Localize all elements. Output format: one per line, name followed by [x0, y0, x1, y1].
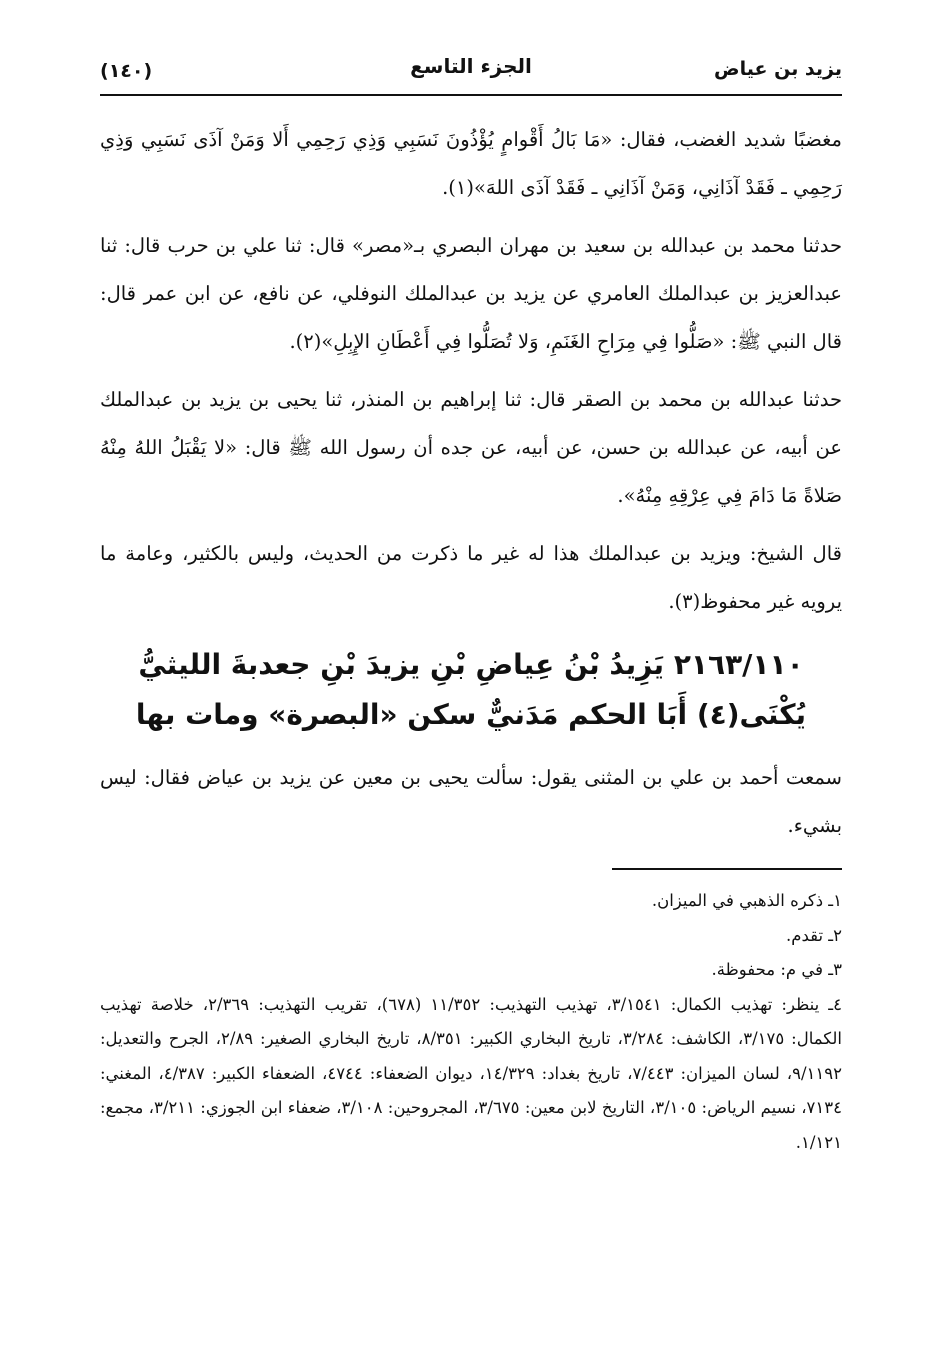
footnote-2: ٢ـ تقدم. [785, 925, 842, 945]
main-text [100, 116, 842, 850]
footnotes [100, 884, 842, 1160]
running-title: يزيد بن عياض [714, 58, 842, 80]
footnote-3: ٣ـ في م: محفوظة. [711, 960, 842, 979]
footnote-4: ٤ـ ينظر: تهذيب الكمال: ٣/١٥٤١، تهذيب التهذيب: ١١/٣٥٢ (٦٧٨)، تقريب التهذيب: ٢/٣٦٩، خلاصة تهذيب الكمال: ٣/١٧٥، الكاشف: ٣/٢٨٤، تاريخ البخاري الكبير: ٨/٣٥١، تاريخ البخاري الصغير: ٢/٨٩، الجرح والتعديل: ٩/١١٩٢، لسان الميزان: ٧/٤٤٣، تاريخ بغداد: ١٤/٣٢٩، ديوان الضعفاء: ٤٧٤٤، الضعفاء الكبير: ٤/٣٨٧، المغني: ٧١٣٤، نسيم الرياض: ٣/١٠٥، التاريخ لابن معين: ٣/٦٧٥، المجروحين: ٣/١٠٨، ضعفاء ابن الجوزي: ٣/٢١١، مجمع: ١/١٢١. [100, 994, 843, 1152]
paragraph-5: سمعت أحمد بن علي بن المثنى يقول: سألت يحيى بن معين عن يزيد بن عياض فقال: ليس بشيء. [100, 766, 842, 837]
volume-title: الجزء التاسع [410, 54, 532, 78]
entry-heading-line-2: يُكْنَى(٤) أَبَا الحكم مَدَنيٌّ سكن «البصرة» ومات بها [135, 698, 807, 731]
page-number: (١٤٠) [100, 60, 153, 82]
paragraph-4: قال الشيخ: ويزيد بن عبدالملك هذا له غير ما ذكرت من الحديث، وليس بالكثير، وعامة ما يرويه غير محفوظ(٣). [100, 542, 842, 613]
footnote-rule [612, 868, 842, 870]
footnote-1: ١ـ ذكره الذهبي في الميزان. [651, 891, 842, 910]
entry-heading-line-1: ٢١٦٣/١١٠ يَزِيدُ بْنُ عِياضِ بْنِ يزيدَ بْنِ جعدبةَ الليثيُّ [138, 648, 804, 681]
entry-heading [100, 640, 842, 740]
page-header [100, 48, 842, 90]
paragraph-1: مغضبًا شديد الغضب، فقال: «مَا بَالُ أَقْوامٍ يُؤْذُونَ نَسَبِي وَذِي رَحِمِي أَلا وَمَنْ آذَى نَسَبِي وَذِي رَحِمِي ـ فَقَدْ آذَانِي، وَمَنْ آذَانِي ـ فَقَدْ آذَى اللهَ»(١). [100, 128, 842, 199]
paragraph-3: حدثنا عبدالله بن محمد بن الصقر قال: ثنا إبراهيم بن المنذر، ثنا يحيى بن يزيد بن عبدالملك عن أبيه، عن عبدالله بن حسن، عن أبيه، عن جده أن رسول الله ﷺ قال: «لا يَقْبَلُ اللهُ مِنْهُ صَلاةً مَا دَامَ فِي عِرْقِهِ مِنْهُ». [100, 388, 842, 507]
paragraph-2: حدثنا محمد بن عبدالله بن سعيد بن مهران البصري بـ«مصر» قال: ثنا علي بن حرب قال: ثنا عبدالعزيز بن عبدالملك العامري عن يزيد بن عبدالملك النوفلي، عن نافع، عن ابن عمر قال: قال النبي ﷺ: «صَلُّوا فِي مِرَاحِ الغَنَمِ، وَلا تُصَلُّوا فِي أَعْطَانِ الإِبِلِ»(٢). [100, 234, 842, 353]
header-rule [100, 94, 842, 96]
